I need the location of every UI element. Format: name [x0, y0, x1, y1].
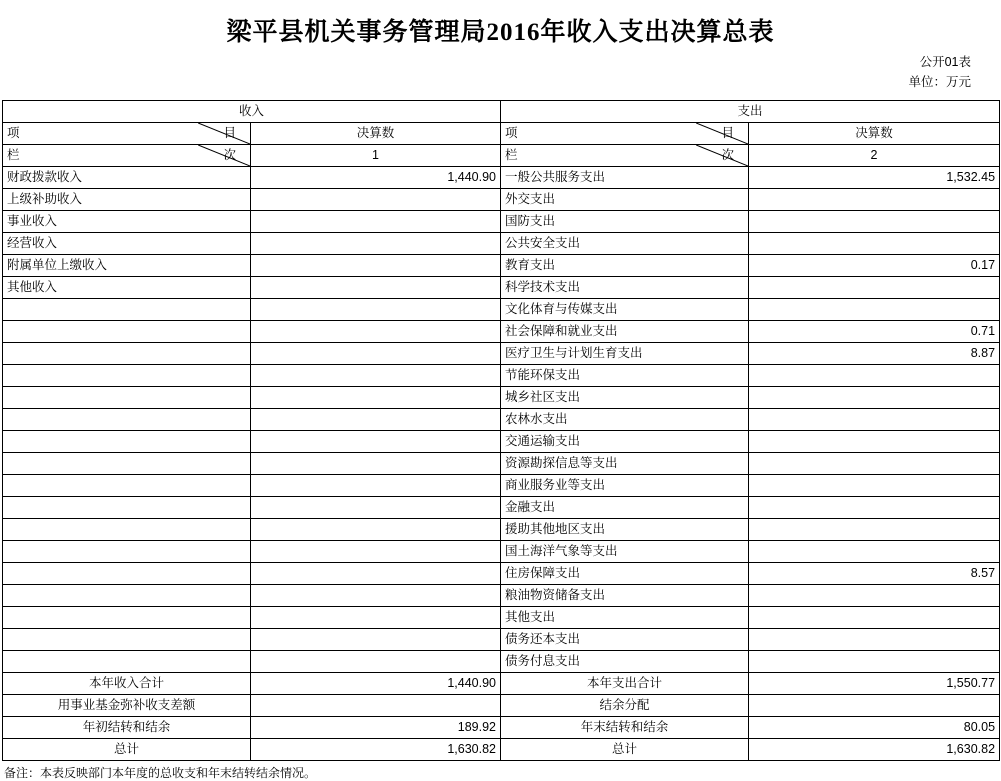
income-value-cell	[251, 607, 501, 629]
income-value-cell	[251, 277, 501, 299]
income-item-cell	[3, 365, 251, 387]
expense-value-cell	[749, 519, 1000, 541]
expense-value-cell	[749, 277, 1000, 299]
table-row	[3, 475, 1000, 497]
expense-item-cell: 金融支出	[501, 497, 749, 519]
expense-item-cell: 住房保障支出	[501, 563, 749, 585]
expense-item-cell: 援助其他地区支出	[501, 519, 749, 541]
income-value-cell	[251, 321, 501, 343]
income-value-cell	[251, 233, 501, 255]
income-item-cell	[3, 563, 251, 585]
table-row	[3, 277, 1000, 299]
expense-value-cell	[749, 365, 1000, 387]
expense-item-cell: 债务付息支出	[501, 651, 749, 673]
income-summary-item-cell: 本年收入合计	[3, 673, 251, 695]
income-item-cell	[3, 431, 251, 453]
expense-row-header-cell	[501, 145, 749, 167]
income-item-cell: 经营收入	[3, 233, 251, 255]
table-row	[3, 387, 1000, 409]
diagonal-divider-icon	[3, 123, 250, 144]
expense-value-cell	[749, 211, 1000, 233]
income-item-cell	[3, 453, 251, 475]
table-row	[3, 651, 1000, 673]
expense-summary-value-cell: 80.05	[749, 717, 1000, 739]
expense-row-header-right: 次	[721, 148, 735, 162]
expense-value-cell	[749, 233, 1000, 255]
income-item-cell	[3, 299, 251, 321]
income-row-header-right: 次	[223, 148, 236, 162]
income-value-cell	[251, 585, 501, 607]
expense-summary-value-cell: 1,630.82	[749, 739, 1000, 761]
income-row-header-cell	[3, 145, 251, 167]
table-row	[3, 365, 1000, 387]
expense-item-cell: 国土海洋气象等支出	[501, 541, 749, 563]
expense-value-cell: 8.57	[749, 563, 1000, 585]
table-row	[3, 409, 1000, 431]
expense-item-cell: 公共安全支出	[501, 233, 749, 255]
expense-value-cell	[749, 585, 1000, 607]
page-title: 梁平县机关事务管理局2016年收入支出决算总表	[226, 19, 775, 46]
expense-item-cell: 粮油物资储备支出	[501, 585, 749, 607]
income-item-cell	[3, 519, 251, 541]
income-item-cell: 其他收入	[3, 277, 251, 299]
expense-value-cell	[749, 453, 1000, 475]
income-item-cell	[3, 475, 251, 497]
group-header-row	[3, 101, 1000, 123]
income-summary-value-cell: 1,630.82	[251, 739, 501, 761]
income-value-cell	[251, 629, 501, 651]
income-value-cell	[251, 563, 501, 585]
expense-item-cell: 商业服务业等支出	[501, 475, 749, 497]
income-value-cell	[251, 651, 501, 673]
income-item-cell	[3, 585, 251, 607]
table-row	[3, 431, 1000, 453]
income-value-cell	[251, 299, 501, 321]
expense-value-cell: 0.71	[749, 321, 1000, 343]
expense-row-header-left: 栏	[505, 148, 518, 162]
expense-summary-item-cell: 本年支出合计	[501, 673, 749, 695]
income-item-header-right: 目	[223, 126, 236, 140]
income-value-cell	[251, 431, 501, 453]
income-item-cell	[3, 409, 251, 431]
income-column-number: 1	[251, 145, 501, 167]
income-item-cell	[3, 321, 251, 343]
income-item-cell: 上级补助收入	[3, 189, 251, 211]
expense-value-cell	[749, 189, 1000, 211]
table-row	[3, 629, 1000, 651]
income-value-cell	[251, 365, 501, 387]
expense-group-header: 支出	[501, 101, 1000, 123]
income-item-cell	[3, 343, 251, 365]
income-value-cell	[251, 409, 501, 431]
income-value-cell	[251, 387, 501, 409]
table-row	[3, 563, 1000, 585]
expense-item-cell: 交通运输支出	[501, 431, 749, 453]
decision-report-page	[0, 12, 1001, 780]
expense-value-cell	[749, 629, 1000, 651]
income-value-cell	[251, 453, 501, 475]
table-summary-row	[3, 673, 1000, 695]
income-item-cell	[3, 629, 251, 651]
income-value-cell	[251, 475, 501, 497]
table-row	[3, 233, 1000, 255]
table-row	[3, 299, 1000, 321]
income-value-cell	[251, 343, 501, 365]
expense-item-cell: 科学技术支出	[501, 277, 749, 299]
table-row	[3, 321, 1000, 343]
table-row	[3, 519, 1000, 541]
form-code: 公开01表	[919, 55, 971, 69]
table-row	[3, 497, 1000, 519]
table-row	[3, 189, 1000, 211]
income-summary-item-cell: 年初结转和结余	[3, 717, 251, 739]
income-value-cell	[251, 189, 501, 211]
income-item-cell: 财政拨款收入	[3, 167, 251, 189]
expense-item-cell: 国防支出	[501, 211, 749, 233]
expense-item-cell: 教育支出	[501, 255, 749, 277]
income-item-cell: 事业收入	[3, 211, 251, 233]
income-group-header: 收入	[3, 101, 501, 123]
expense-value-cell	[749, 431, 1000, 453]
table-row	[3, 453, 1000, 475]
budget-table	[2, 100, 1000, 761]
income-item-header-cell	[3, 123, 251, 145]
expense-item-cell: 文化体育与传媒支出	[501, 299, 749, 321]
expense-value-cell	[749, 497, 1000, 519]
income-value-header: 决算数	[251, 123, 501, 145]
expense-value-cell	[749, 607, 1000, 629]
expense-column-number: 2	[749, 145, 1000, 167]
expense-item-cell: 城乡社区支出	[501, 387, 749, 409]
expense-value-cell: 0.17	[749, 255, 1000, 277]
table-body	[3, 101, 1000, 761]
expense-summary-item-cell: 年末结转和结余	[501, 717, 749, 739]
income-value-cell	[251, 541, 501, 563]
column-header-row-no	[3, 145, 1000, 167]
expense-item-header-right: 目	[721, 126, 735, 140]
income-item-header-left: 项	[7, 126, 20, 140]
expense-item-cell: 农林水支出	[501, 409, 749, 431]
income-item-cell	[3, 541, 251, 563]
expense-value-cell	[749, 651, 1000, 673]
expense-value-cell	[749, 475, 1000, 497]
table-row	[3, 211, 1000, 233]
expense-value-cell	[749, 409, 1000, 431]
income-item-cell	[3, 387, 251, 409]
table-row	[3, 541, 1000, 563]
expense-value-cell	[749, 387, 1000, 409]
income-value-cell	[251, 497, 501, 519]
table-row	[3, 255, 1000, 277]
income-summary-value-cell: 189.92	[251, 717, 501, 739]
expense-item-cell: 外交支出	[501, 189, 749, 211]
unit-label: 单位：万元	[908, 75, 971, 89]
expense-item-cell: 社会保障和就业支出	[501, 321, 749, 343]
income-item-cell	[3, 651, 251, 673]
expense-value-cell	[749, 299, 1000, 321]
income-item-cell	[3, 497, 251, 519]
table-summary-row	[3, 717, 1000, 739]
column-header-row-item	[3, 123, 1000, 145]
table-row	[3, 167, 1000, 189]
budget-table-wrapper	[0, 100, 1001, 761]
expense-value-header: 决算数	[749, 123, 1000, 145]
expense-value-cell: 8.87	[749, 343, 1000, 365]
expense-item-cell: 资源勘探信息等支出	[501, 453, 749, 475]
table-note: 备注：本表反映部门本年度的总收支和年末结转结余情况。	[4, 766, 317, 780]
table-summary-row	[3, 739, 1000, 761]
expense-item-header-cell	[501, 123, 749, 145]
expense-value-cell: 1,532.45	[749, 167, 1000, 189]
expense-item-cell: 一般公共服务支出	[501, 167, 749, 189]
expense-summary-item-cell: 结余分配	[501, 695, 749, 717]
expense-item-cell: 债务还本支出	[501, 629, 749, 651]
diagonal-divider-icon	[501, 123, 748, 144]
expense-item-cell: 节能环保支出	[501, 365, 749, 387]
income-summary-item-cell: 总计	[3, 739, 251, 761]
income-value-cell: 1,440.90	[251, 167, 501, 189]
income-value-cell	[251, 519, 501, 541]
expense-item-cell: 其他支出	[501, 607, 749, 629]
diagonal-divider-icon	[3, 145, 250, 166]
income-item-cell	[3, 607, 251, 629]
expense-item-header-left: 项	[505, 126, 518, 140]
table-row	[3, 607, 1000, 629]
table-row	[3, 343, 1000, 365]
income-summary-item-cell: 用事业基金弥补收支差额	[3, 695, 251, 717]
income-value-cell	[251, 211, 501, 233]
income-summary-value-cell: 1,440.90	[251, 673, 501, 695]
table-row	[3, 585, 1000, 607]
income-item-cell: 附属单位上缴收入	[3, 255, 251, 277]
income-row-header-left: 栏	[7, 148, 20, 162]
expense-item-cell: 医疗卫生与计划生育支出	[501, 343, 749, 365]
expense-summary-item-cell: 总计	[501, 739, 749, 761]
diagonal-divider-icon	[501, 145, 748, 166]
expense-summary-value-cell: 1,550.77	[749, 673, 1000, 695]
expense-value-cell	[749, 541, 1000, 563]
income-value-cell	[251, 255, 501, 277]
